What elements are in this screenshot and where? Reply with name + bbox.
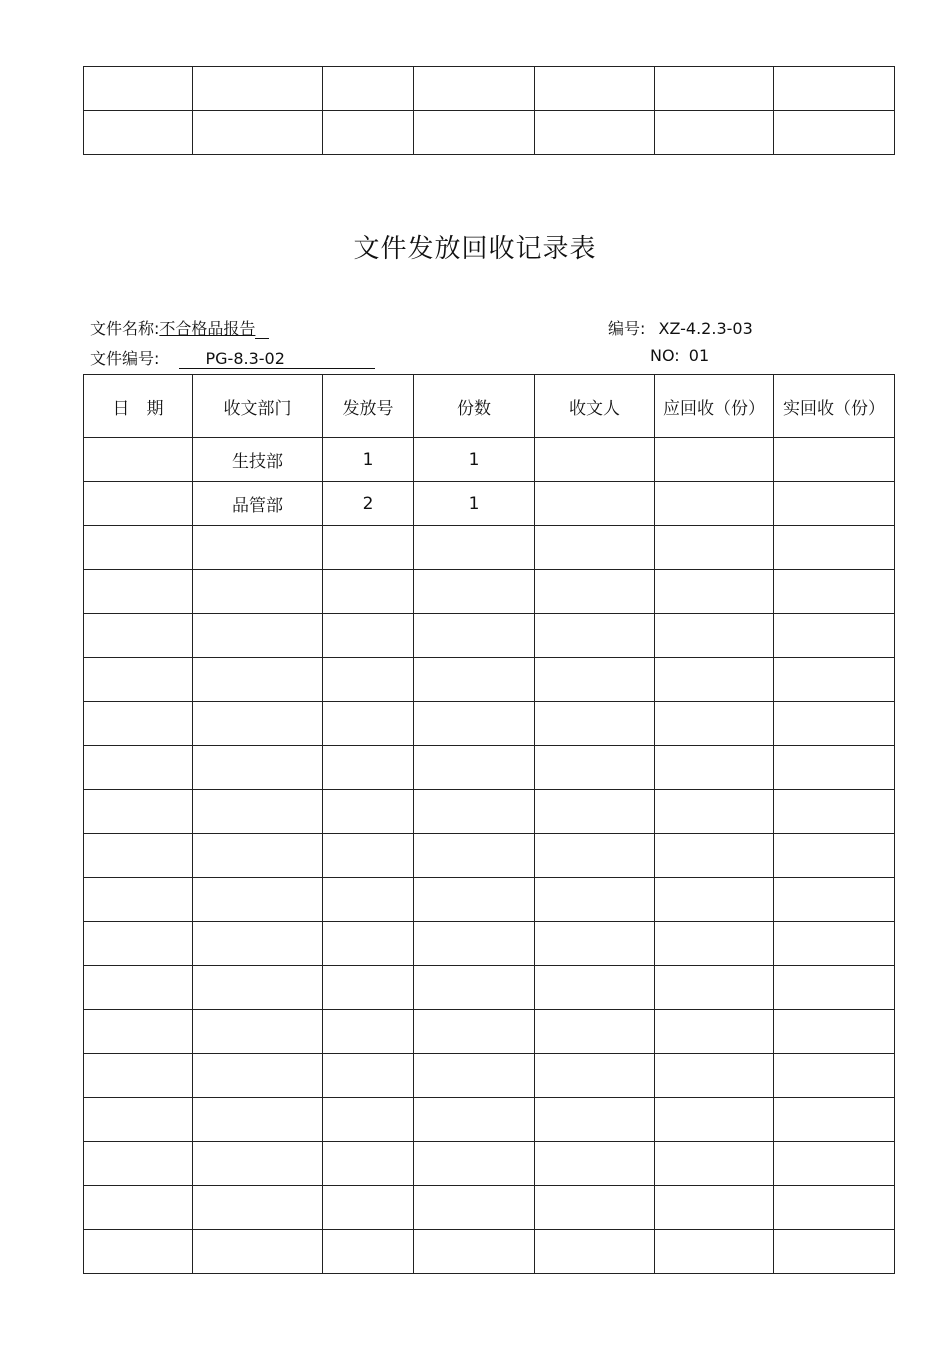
empty-cell bbox=[655, 966, 774, 1010]
empty-table-row bbox=[84, 570, 895, 614]
file-code-value: PG-8.3-02 bbox=[205, 349, 285, 368]
distribution-record-table bbox=[83, 374, 895, 1274]
empty-cell bbox=[774, 526, 895, 570]
empty-cell bbox=[655, 1230, 774, 1274]
empty-cell bbox=[414, 746, 535, 790]
empty-table-row bbox=[84, 614, 895, 658]
empty-cell bbox=[323, 614, 414, 658]
empty-cell bbox=[414, 111, 535, 155]
file-name-line bbox=[90, 316, 269, 339]
empty-cell bbox=[84, 67, 193, 111]
empty-cell bbox=[323, 1230, 414, 1274]
cell-copies: 1 bbox=[414, 482, 535, 526]
empty-cell bbox=[193, 526, 323, 570]
empty-cell bbox=[323, 966, 414, 1010]
empty-cell bbox=[535, 526, 655, 570]
empty-cell bbox=[774, 1010, 895, 1054]
empty-cell bbox=[414, 878, 535, 922]
empty-cell bbox=[193, 790, 323, 834]
empty-cell bbox=[655, 658, 774, 702]
empty-cell bbox=[655, 1010, 774, 1054]
empty-cell bbox=[535, 1186, 655, 1230]
empty-cell bbox=[323, 570, 414, 614]
empty-cell bbox=[774, 746, 895, 790]
empty-cell bbox=[774, 1098, 895, 1142]
empty-table-row bbox=[84, 1054, 895, 1098]
empty-cell bbox=[535, 702, 655, 746]
empty-table-row bbox=[84, 658, 895, 702]
empty-cell bbox=[774, 658, 895, 702]
empty-cell bbox=[774, 1230, 895, 1274]
empty-cell bbox=[774, 834, 895, 878]
empty-cell bbox=[84, 702, 193, 746]
cell-should-recover bbox=[655, 482, 774, 526]
empty-cell bbox=[84, 1230, 193, 1274]
empty-cell bbox=[323, 1098, 414, 1142]
empty-cell bbox=[84, 1142, 193, 1186]
empty-cell bbox=[193, 1186, 323, 1230]
serial-number-label: NO: bbox=[650, 346, 680, 365]
empty-cell bbox=[414, 1186, 535, 1230]
empty-cell bbox=[84, 790, 193, 834]
cell-date bbox=[84, 482, 193, 526]
empty-cell bbox=[535, 111, 655, 155]
empty-cell bbox=[323, 658, 414, 702]
empty-cell bbox=[535, 878, 655, 922]
empty-cell bbox=[414, 1098, 535, 1142]
empty-cell bbox=[84, 834, 193, 878]
empty-cell bbox=[535, 1098, 655, 1142]
empty-cell bbox=[774, 1054, 895, 1098]
empty-cell bbox=[535, 614, 655, 658]
empty-cell bbox=[414, 702, 535, 746]
empty-cell bbox=[655, 1098, 774, 1142]
cell-receiving-dept: 品管部 bbox=[193, 482, 323, 526]
empty-cell bbox=[193, 1054, 323, 1098]
header-issue-number: 发放号 bbox=[323, 375, 414, 438]
empty-cell bbox=[774, 878, 895, 922]
empty-cell bbox=[323, 834, 414, 878]
empty-cell bbox=[84, 878, 193, 922]
empty-cell bbox=[774, 111, 895, 155]
empty-cell bbox=[655, 834, 774, 878]
empty-cell bbox=[655, 67, 774, 111]
empty-cell bbox=[193, 1098, 323, 1142]
empty-cell bbox=[414, 1054, 535, 1098]
empty-cell bbox=[535, 790, 655, 834]
file-name-underline bbox=[255, 320, 269, 339]
empty-cell bbox=[84, 658, 193, 702]
file-code-line bbox=[90, 346, 375, 369]
cell-recipient bbox=[535, 482, 655, 526]
file-code-underline bbox=[179, 350, 375, 369]
empty-cell bbox=[414, 526, 535, 570]
cell-actual-recovered bbox=[774, 438, 895, 482]
empty-table-row bbox=[84, 1098, 895, 1142]
file-name-value: 不合格品报告 bbox=[159, 319, 256, 338]
empty-cell bbox=[193, 922, 323, 966]
empty-cell bbox=[535, 67, 655, 111]
empty-cell bbox=[414, 1010, 535, 1054]
empty-cell bbox=[193, 111, 323, 155]
empty-cell bbox=[655, 111, 774, 155]
header-actual-recovered: 实回收（份） bbox=[774, 375, 895, 438]
empty-cell bbox=[414, 834, 535, 878]
empty-cell bbox=[655, 1142, 774, 1186]
empty-cell bbox=[84, 922, 193, 966]
cell-copies: 1 bbox=[414, 438, 535, 482]
empty-cell bbox=[193, 570, 323, 614]
empty-cell bbox=[774, 790, 895, 834]
empty-cell bbox=[84, 966, 193, 1010]
header-should-recover: 应回收（份） bbox=[655, 375, 774, 438]
table-row bbox=[84, 482, 895, 526]
empty-cell bbox=[323, 922, 414, 966]
empty-cell bbox=[323, 1186, 414, 1230]
empty-cell bbox=[323, 878, 414, 922]
table-header-row bbox=[84, 375, 895, 438]
empty-cell bbox=[655, 1054, 774, 1098]
empty-cell bbox=[655, 1186, 774, 1230]
header-copies: 份数 bbox=[414, 375, 535, 438]
empty-cell bbox=[535, 1054, 655, 1098]
empty-table-row bbox=[84, 746, 895, 790]
cell-issue-number: 2 bbox=[323, 482, 414, 526]
empty-cell bbox=[193, 1010, 323, 1054]
cell-receiving-dept: 生技部 bbox=[193, 438, 323, 482]
empty-cell bbox=[655, 702, 774, 746]
cell-should-recover bbox=[655, 438, 774, 482]
empty-cell bbox=[84, 614, 193, 658]
empty-cell bbox=[84, 1010, 193, 1054]
empty-table-row bbox=[84, 1010, 895, 1054]
empty-cell bbox=[84, 1054, 193, 1098]
header-recipient: 收文人 bbox=[535, 375, 655, 438]
empty-table-row bbox=[84, 878, 895, 922]
empty-cell bbox=[655, 746, 774, 790]
empty-cell bbox=[323, 790, 414, 834]
empty-cell bbox=[535, 966, 655, 1010]
empty-cell bbox=[323, 111, 414, 155]
empty-cell bbox=[323, 1142, 414, 1186]
table-row bbox=[84, 438, 895, 482]
empty-cell bbox=[84, 1186, 193, 1230]
empty-cell bbox=[414, 658, 535, 702]
empty-cell bbox=[193, 702, 323, 746]
empty-cell bbox=[774, 702, 895, 746]
empty-cell bbox=[535, 922, 655, 966]
cell-actual-recovered bbox=[774, 482, 895, 526]
empty-cell bbox=[323, 746, 414, 790]
empty-cell bbox=[84, 526, 193, 570]
previous-page-table-fragment bbox=[83, 66, 895, 155]
empty-cell bbox=[414, 67, 535, 111]
empty-cell bbox=[774, 1186, 895, 1230]
empty-cell bbox=[193, 1142, 323, 1186]
empty-cell bbox=[193, 614, 323, 658]
empty-cell bbox=[535, 1142, 655, 1186]
empty-cell bbox=[774, 570, 895, 614]
empty-cell bbox=[414, 570, 535, 614]
empty-cell bbox=[655, 614, 774, 658]
empty-cell bbox=[535, 834, 655, 878]
empty-cell bbox=[774, 67, 895, 111]
empty-cell bbox=[323, 1054, 414, 1098]
empty-cell bbox=[323, 67, 414, 111]
empty-table-row bbox=[84, 1186, 895, 1230]
empty-cell bbox=[655, 878, 774, 922]
empty-table-row bbox=[84, 526, 895, 570]
empty-cell bbox=[84, 746, 193, 790]
empty-cell bbox=[535, 746, 655, 790]
empty-table-row bbox=[84, 111, 895, 155]
empty-cell bbox=[414, 922, 535, 966]
empty-table-row bbox=[84, 67, 895, 111]
cell-date bbox=[84, 438, 193, 482]
empty-table-row bbox=[84, 834, 895, 878]
document-number-label: 编号: bbox=[608, 319, 646, 338]
empty-cell bbox=[323, 1010, 414, 1054]
header-receiving-dept: 收文部门 bbox=[193, 375, 323, 438]
empty-cell bbox=[535, 1230, 655, 1274]
cell-recipient bbox=[535, 438, 655, 482]
empty-cell bbox=[774, 614, 895, 658]
empty-cell bbox=[84, 111, 193, 155]
document-number-value: XZ-4.2.3-03 bbox=[658, 319, 753, 338]
empty-cell bbox=[535, 658, 655, 702]
empty-cell bbox=[193, 658, 323, 702]
file-code-label: 文件编号: bbox=[90, 349, 160, 368]
empty-cell bbox=[535, 1010, 655, 1054]
empty-cell bbox=[414, 790, 535, 834]
empty-cell bbox=[193, 1230, 323, 1274]
empty-table-row bbox=[84, 1142, 895, 1186]
header-date: 日 期 bbox=[84, 375, 193, 438]
empty-cell bbox=[193, 67, 323, 111]
empty-cell bbox=[414, 1142, 535, 1186]
empty-table-row bbox=[84, 702, 895, 746]
document-number-line bbox=[608, 316, 753, 339]
empty-cell bbox=[655, 570, 774, 614]
cell-issue-number: 1 bbox=[323, 438, 414, 482]
serial-number-value: 01 bbox=[688, 346, 710, 365]
file-name-label: 文件名称: bbox=[90, 319, 160, 338]
empty-cell bbox=[774, 1142, 895, 1186]
serial-number-line bbox=[650, 346, 709, 365]
empty-cell bbox=[774, 966, 895, 1010]
empty-cell bbox=[414, 614, 535, 658]
empty-table-row bbox=[84, 966, 895, 1010]
empty-cell bbox=[84, 570, 193, 614]
empty-cell bbox=[774, 922, 895, 966]
empty-cell bbox=[84, 1098, 193, 1142]
empty-table-row bbox=[84, 790, 895, 834]
empty-cell bbox=[323, 702, 414, 746]
empty-cell bbox=[414, 1230, 535, 1274]
empty-cell bbox=[193, 878, 323, 922]
empty-table-row bbox=[84, 922, 895, 966]
document-title: 文件发放回收记录表 bbox=[353, 234, 597, 264]
empty-cell bbox=[323, 526, 414, 570]
empty-cell bbox=[193, 746, 323, 790]
empty-cell bbox=[655, 790, 774, 834]
empty-cell bbox=[655, 526, 774, 570]
empty-cell bbox=[193, 966, 323, 1010]
empty-cell bbox=[535, 570, 655, 614]
empty-cell bbox=[414, 966, 535, 1010]
empty-table-row bbox=[84, 1230, 895, 1274]
empty-cell bbox=[655, 922, 774, 966]
empty-cell bbox=[193, 834, 323, 878]
